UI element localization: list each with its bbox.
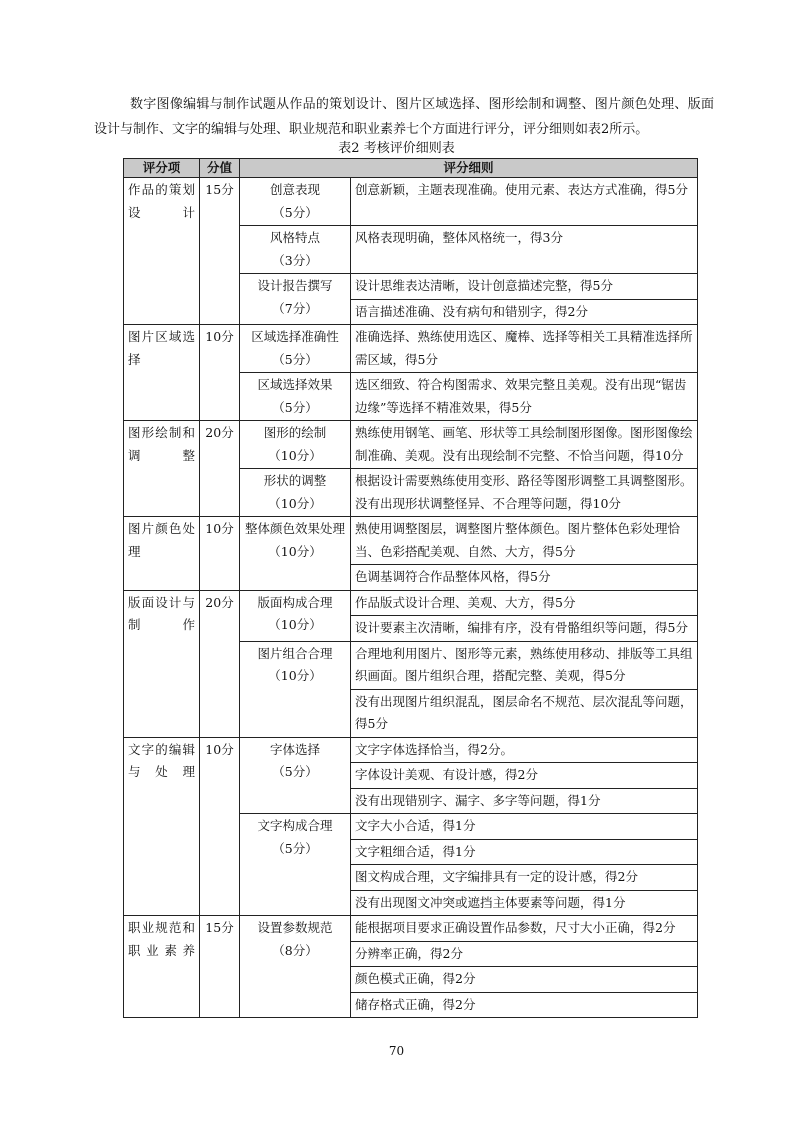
sub-criterion [240,325,351,373]
scoring-detail: 文字粗细合适，得1分 [351,839,698,865]
evaluation-table [123,158,698,1018]
sub-criterion-points: （5分） [272,840,318,856]
sub-criterion-title: 文字构成合理 [257,818,333,833]
sub-criterion [240,226,351,274]
scoring-detail: 没有出现错别字、漏字、多字等问题，得1分 [351,788,698,814]
sub-criterion-title: 区域选择效果 [257,377,333,392]
page-number: 70 [388,1044,405,1058]
sub-criterion-title: 区域选择准确性（5分） [251,329,339,367]
scoring-detail: 语言描述准确、没有病句和错别字，得2分 [351,299,698,325]
scoring-detail: 色调基调符合作品整体风格，得5分 [351,565,698,591]
scoring-detail: 图文构成合理，文字编排具有一定的设计感，得2分 [351,865,698,891]
sub-criterion-points: （5分） [272,764,318,779]
sub-criterion [240,641,351,737]
scoring-detail: 能根据项目要求正确设置作品参数，尺寸大小正确，得2分 [351,916,698,942]
table-row [124,517,698,565]
sub-criterion-points: （5分） [272,399,318,415]
sub-criterion [240,178,351,226]
sub-criterion-points: （3分） [272,252,318,268]
sub-criterion-title: 形状的调整 [263,473,327,488]
sub-criterion [240,274,351,325]
scoring-detail: 作品版式设计合理、美观、大方，得5分 [351,590,698,616]
evaluation-score: 10分 [200,737,240,916]
sub-criterion-points: （7分） [272,300,318,316]
evaluation-item: 图形绘制和调整 [124,421,200,517]
table-row [124,178,698,226]
evaluation-score: 15分 [200,916,240,1018]
evaluation-item: 职业规范和职业素养 [124,916,200,1018]
scoring-detail: 风格表现明确，整体风格统一，得3分 [351,226,698,274]
evaluation-item: 作品的策划设计 [124,178,200,325]
evaluation-score: 15分 [200,178,240,325]
sub-criterion-title: 图形的绘制 [263,425,327,440]
sub-criterion [240,469,351,517]
scoring-detail: 设计要素主次清晰，编排有序，没有骨骼组织等问题，得5分 [351,616,698,642]
table-row [124,916,698,942]
table-body [124,178,698,1018]
scoring-detail: 储存格式正确，得2分 [351,992,698,1018]
sub-criterion-points: （10分） [268,495,322,511]
sub-criterion-title: 设置参数规范 [257,920,333,935]
table-row [124,590,698,616]
header-detail: 评分细则 [240,159,698,178]
sub-criterion [240,737,351,814]
sub-criterion-points: （10分） [268,668,322,683]
sub-criterion-title: 创意表现 [269,182,320,197]
evaluation-score: 20分 [200,421,240,517]
scoring-detail: 字体设计美观、有设计感，得2分 [351,763,698,789]
sub-criterion-title: 设计报告撰写 [257,278,333,293]
table-caption: 表2 考核评价细则表 [338,141,455,156]
scoring-detail: 根据设计需要熟练使用变形、路径等图形调整工具调整图形。没有出现形状调整怪异、不合理等问题，得10分 [351,469,698,517]
intro-paragraph: 数字图像编辑与制作试题从作品的策划设计、图片区域选择、图形绘制和调整、图片颜色处理、版面设计与制作、文字的编辑与处理、职业规范和职业素养七个方面进行评分，评分细则如表2所示。 [94,97,714,137]
sub-criterion [240,590,351,641]
sub-criterion-points: （10分） [268,447,322,463]
evaluation-item: 版面设计与制作 [124,590,200,737]
sub-criterion-points: （5分） [272,204,318,220]
table-row [124,421,698,469]
scoring-detail: 熟练使用钢笔、画笔、形状等工具绘制图形图像。图形图像绘制准确、美观。没有出现绘制不完整、不恰当问题，得10分 [351,421,698,469]
scoring-detail: 分辨率正确，得2分 [351,941,698,967]
scoring-detail: 设计思维表达清晰，设计创意描述完整，得5分 [351,274,698,300]
header-item: 评分项 [124,159,200,178]
sub-criterion [240,373,351,421]
sub-criterion [240,517,351,591]
sub-criterion-points: （10分） [268,617,322,632]
table-row [124,325,698,373]
evaluation-item: 图片区域选择 [124,325,200,421]
header-score: 分值 [200,159,240,178]
sub-criterion [240,421,351,469]
scoring-detail: 熟使用调整图层，调整图片整体颜色。图片整体色彩处理恰当、色彩搭配美观、自然、大方，得5分 [351,517,698,565]
table-row [124,737,698,763]
sub-criterion [240,814,351,916]
evaluation-score: 20分 [200,590,240,737]
sub-criterion-title: 字体选择 [269,741,320,757]
scoring-detail: 创意新颖，主题表现准确。使用元素、表达方式准确，得5分 [351,178,698,226]
scoring-detail: 文字大小合适，得1分 [351,814,698,840]
sub-criterion-title: 风格特点 [269,230,320,245]
sub-criterion-title: 图片组合合理 [257,645,333,661]
scoring-detail: 选区细致、符合构图需求、效果完整且美观。没有出现“锯齿边缘”等选择不精准效果，得5分 [351,373,698,421]
scoring-detail: 合理地利用图片、图形等元素，熟练使用移动、排版等工具组织画面。图片组织合理，搭配完整、美观，得5分 [351,641,698,689]
scoring-detail: 颜色模式正确，得2分 [351,967,698,993]
table-header-row [124,159,698,178]
evaluation-score: 10分 [200,325,240,421]
sub-criterion-title: 版面构成合理 [257,594,333,610]
scoring-detail: 没有出现图片组织混乱，图层命名不规范、层次混乱等问题，得5分 [351,689,698,737]
sub-criterion [240,916,351,1018]
sub-criterion-title: 整体颜色效果处理（10分） [244,521,345,559]
scoring-detail: 准确选择、熟练使用选区、魔棒、选择等相关工具精准选择所需区域，得5分 [351,325,698,373]
evaluation-item: 文字的编辑与处理 [124,737,200,916]
scoring-detail: 没有出现图文冲突或遮挡主体要素等问题，得1分 [351,890,698,916]
scoring-detail: 文字字体选择恰当，得2分。 [351,737,698,763]
sub-criterion-points: （8分） [272,942,318,958]
evaluation-score: 10分 [200,517,240,591]
evaluation-item: 图片颜色处理 [124,517,200,591]
